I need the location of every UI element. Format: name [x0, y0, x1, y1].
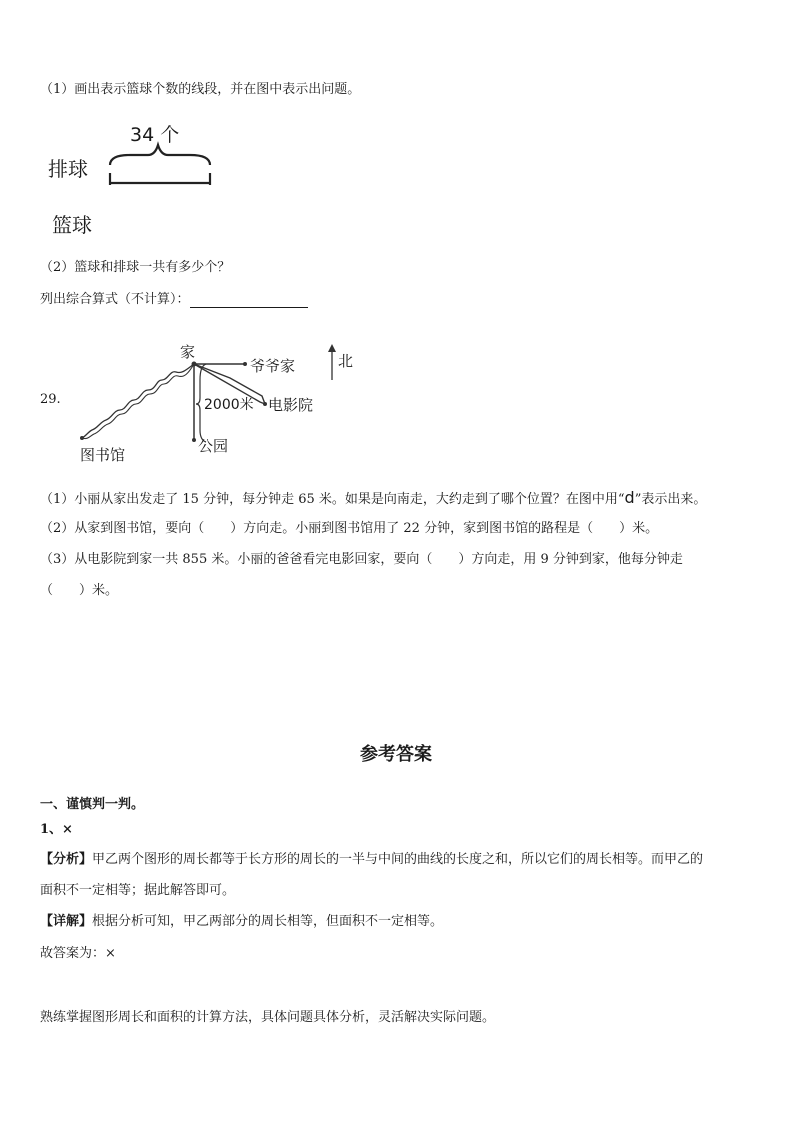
answers-item1: 1、× [40, 822, 73, 837]
q29-line1-post: ”表示出来。 [634, 492, 707, 507]
formula-prompt-text: 列出综合算式（不计算）： [40, 292, 190, 307]
north-arrow-head [328, 344, 336, 352]
library-point [80, 436, 84, 440]
grandpa-point [243, 362, 247, 366]
q29-line1-pre: （1）小丽从家出发走了 15 分钟，每分钟走 65 米。如果是向南走，大约走到了哪个位置？在图中用“ [40, 492, 625, 507]
road-to-library-inner [82, 364, 194, 439]
map-north: 北 [338, 352, 354, 370]
q29-mark-d: d [624, 488, 635, 507]
detail-line [40, 914, 443, 930]
map-library: 图书馆 [80, 446, 126, 464]
q29-number: 29. [40, 392, 61, 407]
detail-text: 根据分析可知，甲乙两部分的周长相等，但面积不一定相等。 [92, 914, 444, 929]
map-park: 公园 [198, 437, 229, 455]
map-grandpa: 爷爷家 [250, 357, 296, 375]
brace-label: 34 个 [130, 124, 180, 146]
q28-part1: （1）画出表示篮球个数的线段，并在图中表示出问题。 [40, 82, 361, 97]
map-cinema: 电影院 [268, 396, 314, 414]
home-point [192, 362, 197, 367]
volleyball-label: 排球 [48, 157, 88, 181]
answer-result: 故答案为：× [40, 946, 116, 961]
answer-summary: 熟练掌握图形周长和面积的计算方法，具体问题具体分析，灵活解决实际问题。 [40, 1010, 496, 1025]
analysis-text1: 甲乙两个图形的周长都等于长方形的周长的一半与中间的曲线的长度之和，所以它们的周长相等。而甲乙的 [92, 852, 704, 867]
q29-line3: （3）从电影院到家一共 855 米。小丽的爸爸看完电影回家，要向（ ）方向走，用 9 分钟到家，他每分钟走 [40, 552, 683, 567]
formula-answer-blank[interactable] [190, 295, 308, 308]
detail-tag: 【详解】 [40, 914, 93, 929]
q28-part2: （2）篮球和排球一共有多少个？ [40, 260, 231, 275]
q29-line1 [40, 490, 706, 508]
q29-line2: （2）从家到图书馆，要向（ ）方向走。小丽到图书馆用了 22 分钟，家到图书馆的路程是（ ）米。 [40, 521, 659, 536]
brace-diagram [100, 145, 220, 190]
analysis-line1 [40, 852, 703, 868]
answers-section1: 一、谨慎判一判。 [40, 797, 145, 812]
curly-brace [110, 145, 210, 165]
analysis-line2: 面积不一定相等；据此解答即可。 [40, 883, 236, 898]
road-to-library [82, 364, 194, 438]
map-home: 家 [180, 343, 196, 361]
map-distance: 2000米 [204, 397, 254, 413]
analysis-tag: 【分析】 [40, 852, 93, 867]
q29-line4: （ ）米。 [40, 583, 119, 598]
cinema-point [263, 402, 267, 406]
basketball-label: 篮球 [52, 213, 92, 237]
park-point [192, 438, 196, 442]
answers-title: 参考答案 [360, 744, 432, 765]
formula-prompt [40, 292, 308, 308]
